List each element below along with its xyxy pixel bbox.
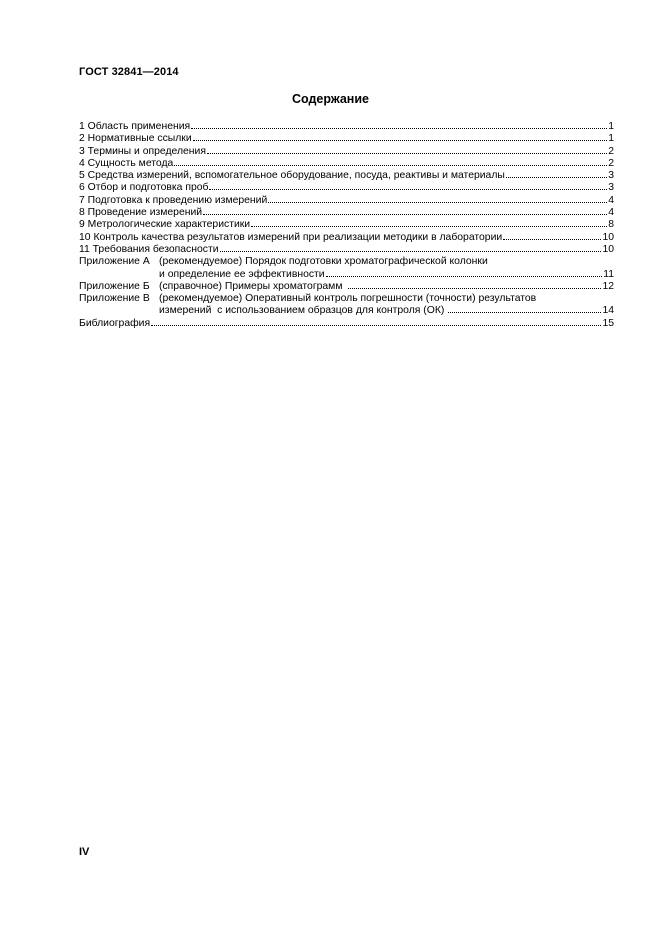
dot-leader — [203, 207, 607, 215]
dot-leader — [503, 232, 601, 240]
toc-entry-label: 1 Область применения — [79, 121, 191, 132]
appendix-first-line — [79, 293, 614, 305]
toc-entry-11[interactable] — [79, 244, 614, 256]
toc-entry-label: 8 Проведение измерений — [79, 207, 203, 219]
toc-entry-label: 9 Метрологические характеристики — [79, 219, 251, 231]
toc-entry-page: 1 — [608, 133, 614, 145]
toc-entry-label: 5 Средства измерений, вспомогательное оборудование, посуда, реактивы и материалы — [79, 170, 505, 182]
toc-entry-page: 11 — [603, 268, 614, 280]
toc-entry-page: 10 — [602, 231, 614, 243]
appendix-title-line1: (справочное) Примеры хроматограмм — [159, 280, 343, 292]
toc-appendix-b[interactable] — [79, 281, 614, 293]
dot-leader — [326, 269, 603, 277]
toc-entry-6[interactable] — [79, 182, 614, 194]
appendix-title-line1: (рекомендуемое) Порядок подготовки хроматографической колонки — [159, 256, 488, 268]
page-number: IV — [79, 846, 90, 858]
dot-leader — [348, 281, 601, 289]
toc-entry-label: 7 Подготовка к проведению измерений — [79, 194, 268, 206]
toc-entry-page: 3 — [608, 170, 614, 182]
toc-entry-2[interactable] — [79, 133, 614, 145]
toc-entry-7[interactable] — [79, 195, 614, 207]
dot-leader — [251, 219, 607, 227]
toc-appendix-a[interactable] — [79, 256, 614, 281]
appendix-last-line — [79, 269, 614, 281]
appendix-name: Приложение В — [79, 293, 150, 305]
dot-leader — [220, 244, 602, 252]
dot-leader — [174, 158, 607, 166]
toc-entry-label: 3 Термины и определения — [79, 145, 206, 157]
toc-entry-3[interactable] — [79, 146, 614, 158]
appendix-title-line1: (рекомендуемое) Оперативный контроль погрешности (точности) результатов — [159, 293, 537, 305]
appendix-name: Приложение Б — [79, 280, 150, 292]
toc-entry-label: 4 Сущность метода — [79, 157, 174, 169]
toc-entry-page: 2 — [608, 145, 614, 157]
toc-entry-4[interactable] — [79, 158, 614, 170]
dot-leader — [209, 182, 607, 190]
toc-entry-1[interactable] — [79, 121, 614, 133]
toc-entry-8[interactable] — [79, 207, 614, 219]
appendix-name: Приложение А — [79, 256, 150, 268]
toc-entry-page: 10 — [602, 243, 614, 255]
appendix-line — [79, 281, 614, 293]
toc-entry-page: 15 — [602, 317, 614, 329]
toc-appendix-v[interactable] — [79, 293, 614, 318]
toc-entry-page: 2 — [608, 157, 614, 169]
toc-entry-page: 3 — [608, 182, 614, 194]
toc-entry-page: 4 — [608, 207, 614, 219]
dot-leader — [191, 121, 607, 129]
standard-header: ГОСТ 32841—2014 — [79, 66, 179, 78]
toc-entry-page: 12 — [602, 280, 614, 292]
dot-leader — [207, 146, 607, 154]
toc-entry-label: 2 Нормативные ссылки — [79, 133, 192, 145]
toc-entry-label: 11 Требования безопасности — [79, 243, 219, 255]
toc-entry-bibliography[interactable] — [79, 318, 614, 330]
appendix-last-line — [79, 305, 614, 317]
toc-entry-9[interactable] — [79, 219, 614, 231]
toc-title: Содержание — [291, 92, 369, 106]
dot-leader — [193, 133, 608, 141]
dot-leader — [448, 305, 601, 313]
toc-entry-label: Библиография — [79, 317, 151, 329]
dot-leader — [151, 318, 601, 326]
appendix-title-line2: и определение ее эффективности — [159, 268, 325, 280]
toc-entry-5[interactable] — [79, 170, 614, 182]
toc-entry-label: 10 Контроль качества результатов измерений при реализации методики в лаборатории — [79, 231, 503, 243]
toc-entry-page: 14 — [602, 305, 614, 317]
toc-entry-10[interactable] — [79, 232, 614, 244]
toc-entry-label: 6 Отбор и подготовка проб — [79, 182, 209, 194]
dot-leader — [506, 170, 607, 178]
dot-leader — [268, 195, 607, 203]
table-of-contents — [79, 121, 614, 330]
toc-entry-page: 4 — [608, 194, 614, 206]
appendix-first-line — [79, 256, 614, 268]
toc-entry-page: 1 — [608, 121, 614, 132]
toc-entry-page: 8 — [608, 219, 614, 231]
appendix-title-line2: измерений с использованием образцов для контроля (ОК) — [159, 305, 445, 317]
